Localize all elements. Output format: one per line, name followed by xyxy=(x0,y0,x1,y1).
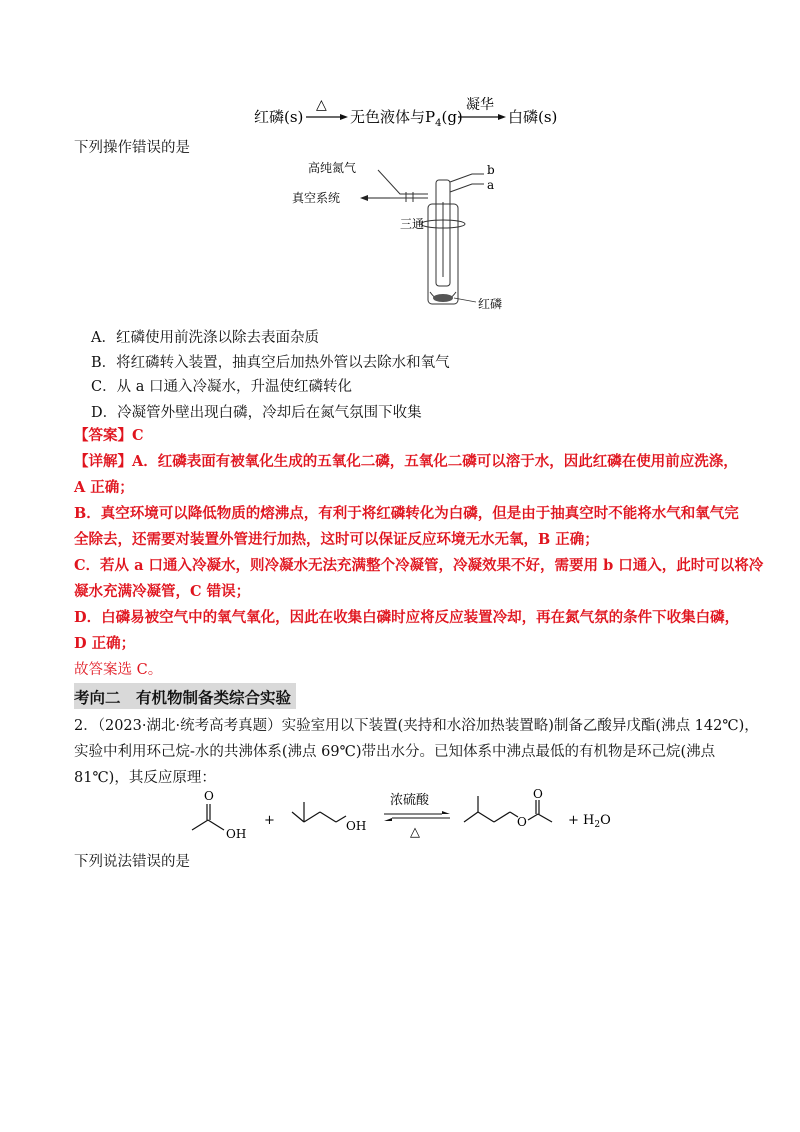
question2-line-2: 实验中利用环己烷-水的共沸体系(沸点 69℃)带出水分。已知体系中沸点最低的有机物是环己烷(沸点 xyxy=(74,744,716,760)
scheme1-arrowhead-2 xyxy=(498,114,506,120)
scheme1-arrowhead-1 xyxy=(340,114,348,120)
catalyst-label: 浓硫酸 xyxy=(390,793,430,808)
label-b: b xyxy=(487,163,495,177)
label-nitrogen: 高纯氮气 xyxy=(308,161,357,175)
label-vacuum-system: 真空系统 xyxy=(292,191,341,205)
acid-oh: OH xyxy=(226,827,247,841)
option-b: B．将红磷转入装置，抽真空后加热外管以去除水和氧气 xyxy=(91,355,450,371)
option-a: A．红磷使用前洗涤以除去表面杂质 xyxy=(91,330,319,346)
acetic-acid-structure xyxy=(192,804,224,830)
explanation-line-3: B．真空环境可以降低物质的熔沸点，有利于将红磷转化为白磷，但是由于抽真空时不能将水气和氧气完 xyxy=(74,505,739,522)
outlet-a-tube xyxy=(450,184,484,192)
water-product: + $H_2O$ xyxy=(568,813,611,830)
section-heading: 考向二 有机物制备类综合实验 xyxy=(74,689,292,707)
conclusion-line: 故答案选 C。 xyxy=(74,662,163,678)
label-a: a xyxy=(487,178,495,192)
ester-carbonyl-o: O xyxy=(533,787,543,801)
ester-oxygen: O xyxy=(517,815,527,829)
reaction-scheme-1 xyxy=(240,94,570,130)
scheme1-reactant: 红磷(s) xyxy=(254,108,304,126)
answer-line: 【答案】C xyxy=(74,427,144,444)
label-red-phosphorus: 红磷 xyxy=(478,297,503,311)
acid-carbonyl-o: O xyxy=(204,789,214,803)
scheme1-heat-symbol: △ xyxy=(316,97,327,113)
explanation-line-7: D．白磷易被空气中的氧气氧化，因此在收集白磷时应将反应装置冷却，再在氮气氛的条件下收集白磷， xyxy=(74,609,740,626)
explanation-line-6: 凝水充满冷凝管，C 错误； xyxy=(74,583,251,600)
vacuum-arrow xyxy=(360,195,368,201)
heat-symbol: △ xyxy=(410,825,420,840)
scheme1-product: 白磷(s) xyxy=(508,108,558,126)
scheme1-sublimation-label: 凝华 xyxy=(466,97,494,113)
alcohol-oh: OH xyxy=(346,819,367,833)
question2-line-1: 2．（2023·湖北·统考高考真题）实验室用以下装置(夹持和水浴加热装置略)制备乙酸异戊酯(沸点 142℃)， xyxy=(74,718,759,734)
explanation-line-1: 【详解】A．红磷表面有被氧化生成的五氧化二磷，五氧化二磷可以溶于水，因此红磷在使用前应洗涤， xyxy=(74,453,738,470)
explanation-line-5: C．若从 a 口通入冷凝水，则冷凝水无法充满整个冷凝管，冷凝效果不好，需要用 b 口通入，此时可以将冷 xyxy=(74,557,764,574)
explanation-line-8: D 正确； xyxy=(74,635,136,652)
reverse-arrow-head xyxy=(384,818,392,821)
red-phosphorus-sample xyxy=(433,294,453,302)
label-three-way-valve: 三通 xyxy=(400,217,425,231)
outlet-b-tube xyxy=(450,174,484,182)
option-d: D．冷凝管外壁出现白磷，冷却后在氮气氛围下收集 xyxy=(91,405,422,421)
question2-line-3: 81℃)，其反应原理： xyxy=(74,770,216,786)
question1-prompt: 下列操作错误的是 xyxy=(74,140,190,156)
scheme2-plus: + xyxy=(264,813,275,828)
apparatus-diagram xyxy=(280,152,530,320)
option-c: C．从 a 口通入冷凝水，升温使红磷转化 xyxy=(91,379,352,395)
forward-arrow-head xyxy=(442,811,450,814)
scheme1-intermediate: 无色液体与$P_4(g)$ xyxy=(350,108,463,129)
isoamyl-alcohol-structure xyxy=(292,802,346,822)
explanation-line-4: 全除去，还需要对装置外管进行加热，这时可以保证反应环境无水无氧，B 正确； xyxy=(74,531,599,548)
nitrogen-tube xyxy=(378,170,428,194)
explanation-line-2: A 正确； xyxy=(74,479,134,496)
question2-prompt: 下列说法错误的是 xyxy=(74,854,190,870)
reaction-scheme-2 xyxy=(180,786,630,856)
